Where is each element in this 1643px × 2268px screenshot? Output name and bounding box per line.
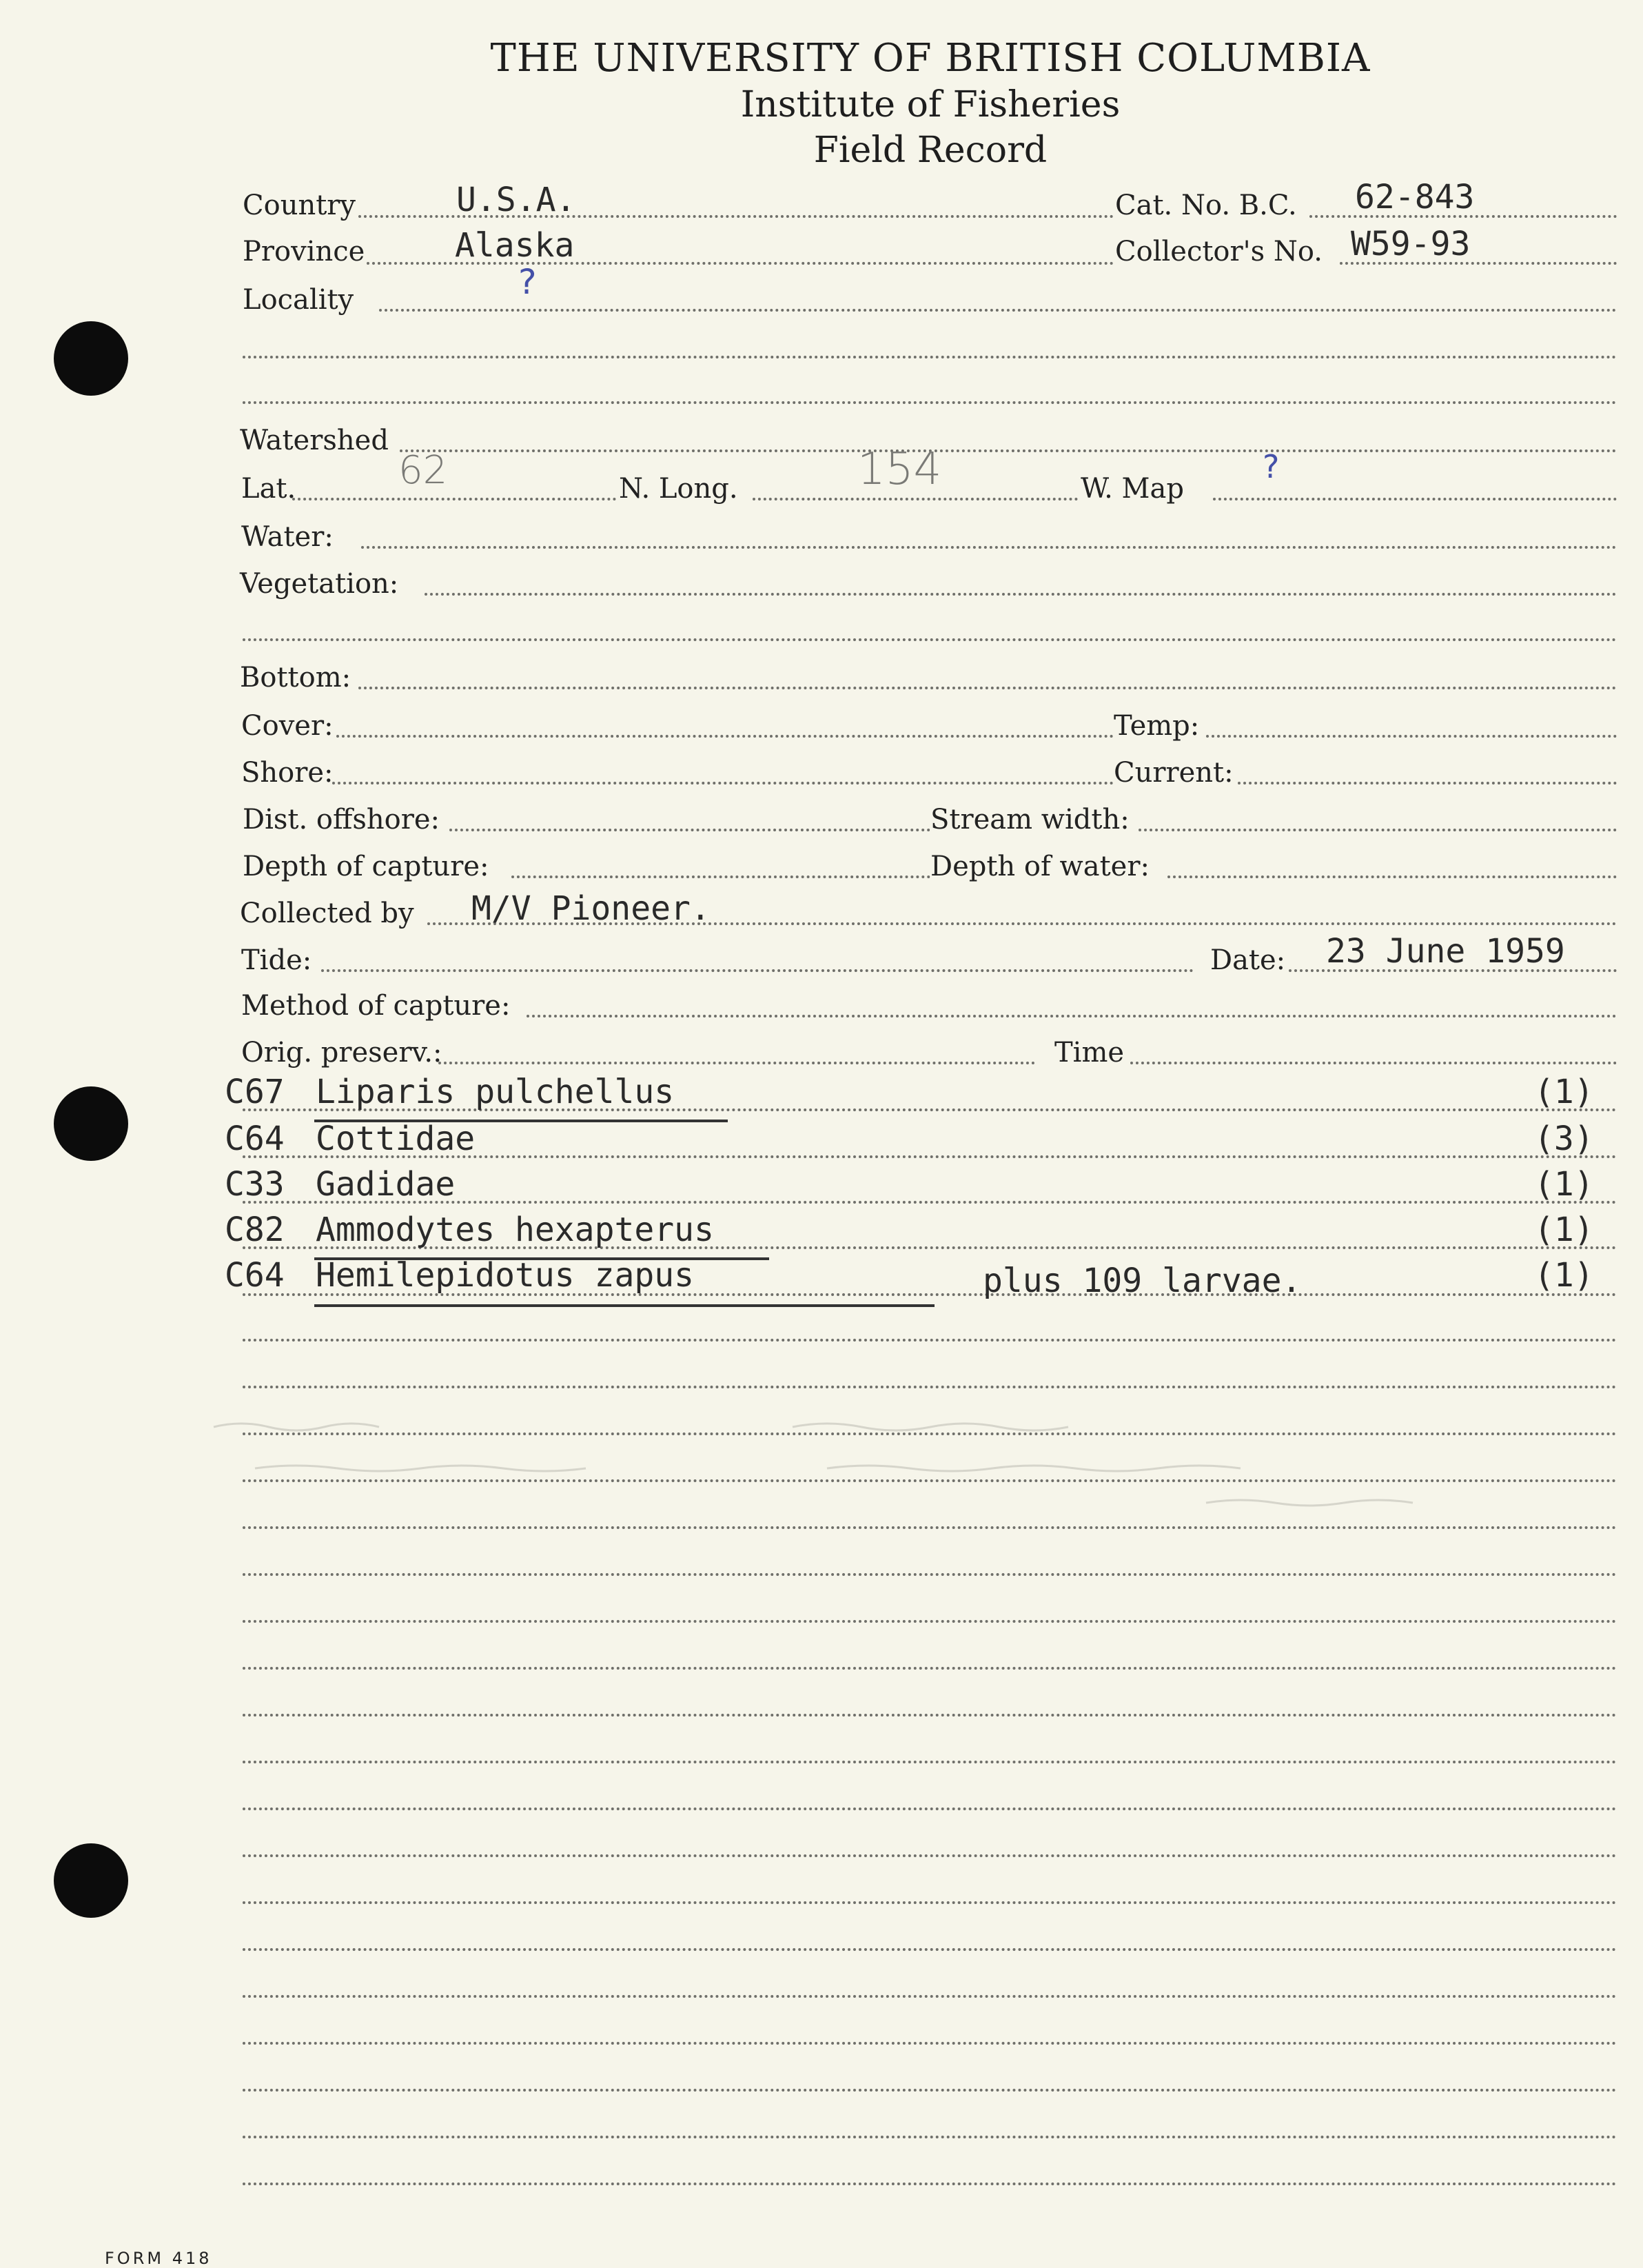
locality-line-2 — [243, 356, 1617, 358]
collectors-no-value: W59-93 — [1351, 225, 1471, 263]
ruled-line — [243, 1808, 1617, 1810]
vegetation-line-2 — [243, 638, 1617, 641]
ruled-line — [243, 1901, 1617, 1904]
ruled-line — [243, 2136, 1617, 2138]
species-name: Cottidae — [316, 1120, 476, 1158]
tide-label: Tide: — [241, 944, 312, 976]
punch-hole-top — [54, 321, 128, 396]
orig-preserv-label: Orig. preserv.: — [241, 1037, 442, 1069]
punch-hole-bottom — [54, 1843, 128, 1918]
locality-line — [379, 309, 1617, 312]
record-title: Field Record — [813, 130, 1048, 171]
ruled-line — [243, 2042, 1617, 2045]
province-label: Province — [243, 236, 365, 267]
long-line — [753, 498, 1078, 500]
cat-no-value: 62-843 — [1355, 178, 1475, 216]
country-label: Country — [243, 190, 356, 221]
collected-by-label: Collected by — [240, 898, 414, 929]
stream-width-line — [1139, 829, 1617, 831]
time-line — [1130, 1062, 1617, 1064]
temp-line — [1206, 735, 1617, 738]
ruled-line — [243, 1339, 1617, 1341]
vegetation-label: Vegetation: — [240, 568, 399, 600]
date-label: Date: — [1210, 944, 1286, 976]
map-value: ? — [1263, 448, 1280, 485]
vegetation-line — [425, 593, 1617, 596]
current-line — [1238, 782, 1617, 784]
locality-label: Locality — [243, 284, 354, 316]
ruled-line — [243, 1948, 1617, 1951]
species-count: (3) — [1534, 1120, 1594, 1158]
temp-label: Temp: — [1114, 710, 1200, 742]
species-count: (1) — [1534, 1073, 1594, 1111]
depth-water-label: Depth of water: — [930, 851, 1150, 882]
species-extra: plus 109 larvae. — [983, 1262, 1302, 1300]
species-code: C82 — [225, 1211, 285, 1249]
cat-no-label: Cat. No. B.C. — [1115, 190, 1297, 221]
watershed-line — [400, 449, 1617, 452]
method-label: Method of capture: — [241, 990, 511, 1022]
species-count: (1) — [1534, 1256, 1594, 1295]
long-value: 154 — [857, 444, 942, 495]
ruled-line — [243, 2089, 1617, 2092]
country-value: U.S.A. — [456, 181, 576, 219]
province-value: Alaska — [455, 226, 575, 265]
species-name: Gadidae — [316, 1165, 456, 1204]
institute-title: Institute of Fisheries — [740, 84, 1121, 125]
species-name: Ammodytes hexapterus — [316, 1211, 714, 1249]
shore-line — [332, 782, 1114, 784]
depth-capture-label: Depth of capture: — [243, 851, 489, 882]
watershed-label: Watershed — [240, 425, 389, 456]
dist-offshore-label: Dist. offshore: — [243, 804, 440, 836]
species-count: (1) — [1534, 1165, 1594, 1204]
ruled-line — [243, 1761, 1617, 1763]
ruled-line — [243, 1526, 1617, 1529]
ruled-line — [243, 1620, 1617, 1623]
lat-label: Lat. — [241, 473, 296, 505]
species-name: Hemilepidotus zapus — [316, 1256, 695, 1295]
ruled-line — [243, 1479, 1617, 1482]
species-name: Liparis pulchellus — [316, 1073, 675, 1111]
ruled-line — [243, 1714, 1617, 1717]
water-line — [361, 546, 1617, 549]
current-label: Current: — [1114, 757, 1234, 789]
date-value: 23 June 1959 — [1326, 932, 1565, 971]
locality-value: ? — [518, 262, 537, 302]
locality-line-3 — [243, 401, 1617, 404]
form-number: FORM 418 — [105, 2249, 212, 2268]
ruled-line — [243, 2183, 1617, 2185]
ruled-line — [243, 1667, 1617, 1670]
n-long-label: N. Long. — [619, 473, 738, 505]
stream-width-label: Stream width: — [930, 804, 1130, 836]
punch-hole-middle — [54, 1086, 128, 1161]
bottom-label: Bottom: — [240, 662, 351, 693]
shore-label: Shore: — [241, 757, 334, 789]
species-code: C64 — [225, 1256, 285, 1295]
ruled-line — [243, 1432, 1617, 1435]
species-code: C64 — [225, 1120, 285, 1158]
bottom-line — [358, 687, 1617, 689]
ruled-line — [243, 1386, 1617, 1388]
species-code: C33 — [225, 1165, 285, 1204]
time-label: Time — [1054, 1037, 1125, 1069]
dist-offshore-line — [449, 829, 930, 831]
species-count: (1) — [1534, 1211, 1594, 1249]
cover-label: Cover: — [241, 710, 334, 742]
w-map-label: W. Map — [1081, 473, 1184, 505]
orig-preserv-line — [438, 1062, 1035, 1064]
lat-value: 62 — [398, 448, 448, 493]
tide-line — [321, 969, 1194, 972]
collected-by-value: M/V Pioneer. — [471, 889, 711, 928]
species-code: C67 — [225, 1073, 285, 1111]
university-title: THE UNIVERSITY OF BRITISH COLUMBIA — [490, 36, 1371, 81]
method-line — [527, 1015, 1617, 1017]
ruled-line — [243, 1995, 1617, 1998]
ruled-line — [243, 1854, 1617, 1857]
depth-capture-line — [511, 875, 930, 878]
depth-water-line — [1167, 875, 1617, 878]
ruled-line — [243, 1573, 1617, 1576]
species-underline — [314, 1304, 935, 1307]
lat-line — [292, 498, 616, 500]
bleed-through-marks — [172, 1379, 1620, 1537]
map-line — [1213, 498, 1617, 500]
collectors-no-label: Collector's No. — [1115, 236, 1323, 267]
water-label: Water: — [241, 521, 334, 553]
cover-line — [336, 735, 1114, 738]
